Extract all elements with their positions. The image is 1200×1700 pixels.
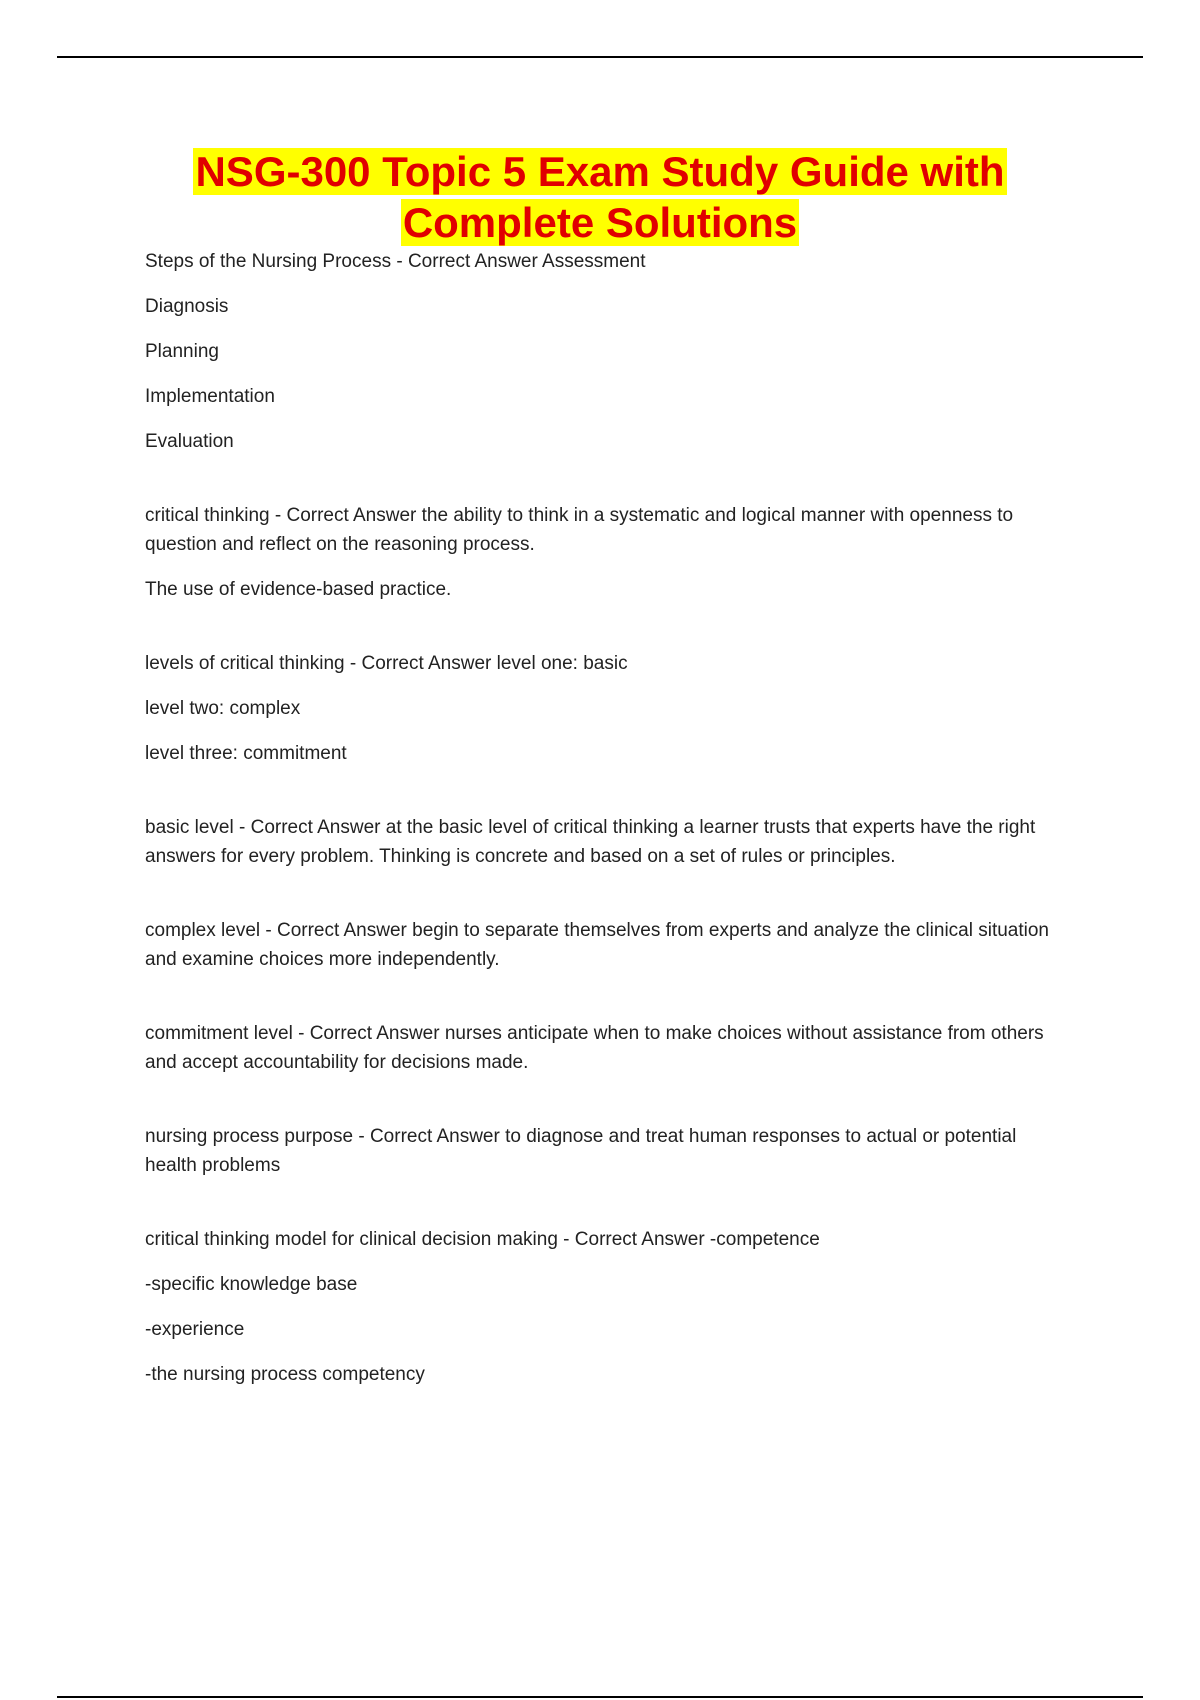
entry-line: nursing process purpose - Correct Answer to diagnose and treat human responses to actual or potential health problems (145, 1126, 1017, 1176)
entry-line: Implementation (145, 386, 275, 407)
qa-entry-commitment-level (145, 1019, 1065, 1077)
entry-line: complex level - Correct Answer begin to separate themselves from experts and analyze the clinical situation and examine choices more independently. (145, 920, 1049, 970)
qa-entry-complex-level (145, 916, 1065, 974)
qa-entry-basic-level (145, 813, 1065, 871)
qa-entry-nursing-process-steps (145, 247, 1065, 456)
qa-entry-critical-thinking-model (145, 1225, 1065, 1389)
entry-line: critical thinking - Correct Answer the ability to think in a systematic and logical manner with openness to question and reflect on the reasoning process. (145, 505, 1014, 555)
qa-entry-levels-of-critical-thinking (145, 649, 1065, 768)
qa-entry-nursing-process-purpose (145, 1122, 1065, 1180)
entry-line: level three: commitment (145, 743, 347, 764)
qa-entry-critical-thinking (145, 501, 1065, 604)
entry-line: -the nursing process competency (145, 1364, 425, 1385)
title-line-2: Complete Solutions (402, 199, 798, 246)
entry-line: -experience (145, 1319, 245, 1340)
title-line-1: NSG-300 Topic 5 Exam Study Guide with (195, 148, 1005, 195)
entry-line: The use of evidence-based practice. (145, 579, 452, 600)
top-rule (57, 56, 1143, 58)
entry-line: Steps of the Nursing Process - Correct Answer Assessment (145, 251, 646, 272)
entry-line: Planning (145, 341, 219, 362)
entry-line: Evaluation (145, 431, 234, 452)
entry-line: levels of critical thinking - Correct Answer level one: basic (145, 653, 628, 674)
document-body (145, 247, 1065, 1389)
entry-line: Diagnosis (145, 296, 229, 317)
entry-line: basic level - Correct Answer at the basic level of critical thinking a learner trusts that experts have the right answers for every problem. Thinking is concrete and based on a set of rules or principles. (145, 817, 1036, 867)
document-title (0, 146, 1200, 248)
entry-line: level two: complex (145, 698, 301, 719)
bottom-rule (57, 1696, 1143, 1698)
entry-line: commitment level - Correct Answer nurses anticipate when to make choices without assistance from others and accept accountability for decisions made. (145, 1023, 1044, 1073)
title-highlight (193, 148, 1006, 246)
entry-line: -specific knowledge base (145, 1274, 358, 1295)
entry-line: critical thinking model for clinical decision making - Correct Answer -competence (145, 1229, 820, 1250)
